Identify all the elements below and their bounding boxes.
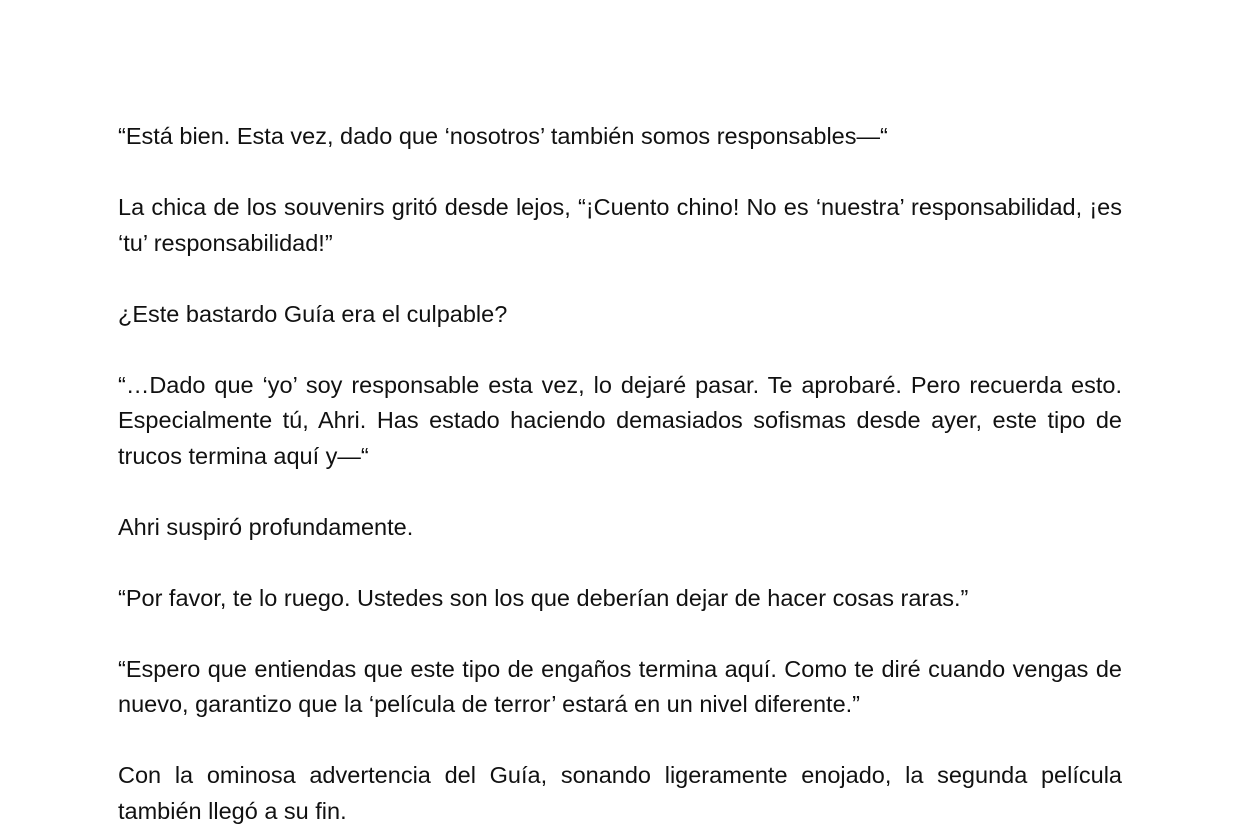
document-body bbox=[118, 119, 1122, 829]
paragraph-5: Ahri suspiró profundamente. bbox=[118, 513, 414, 540]
paragraph-3: ¿Este bastardo Guía era el culpable? bbox=[118, 300, 508, 327]
paragraph-7: “Espero que entiendas que este tipo de engaños termina aquí. Como te diré cuando vengas de nuevo, garantizo que la ‘película de terror’ estará en un nivel diferente.” bbox=[118, 655, 1122, 717]
paragraph-4: “…Dado que ‘yo’ soy responsable esta vez, lo dejaré pasar. Te aprobaré. Pero recuerda esto. Especialmente tú, Ahri. Has estado haciendo demasiados sofismas desde ayer, este tipo de trucos termina aquí y—“ bbox=[118, 371, 1122, 469]
paragraph-8: Con la ominosa advertencia del Guía, sonando ligeramente enojado, la segunda película también llegó a su fin. bbox=[118, 762, 1122, 824]
paragraph-6: “Por favor, te lo ruego. Ustedes son los que deberían dejar de hacer cosas raras.” bbox=[118, 584, 969, 611]
paragraph-1: “Está bien. Esta vez, dado que ‘nosotros’ también somos responsables—“ bbox=[118, 123, 888, 149]
paragraph-2: La chica de los souvenirs gritó desde lejos, “¡Cuento chino! No es ‘nuestra’ responsabilidad, ¡es ‘tu’ responsabilidad!” bbox=[118, 194, 1122, 256]
